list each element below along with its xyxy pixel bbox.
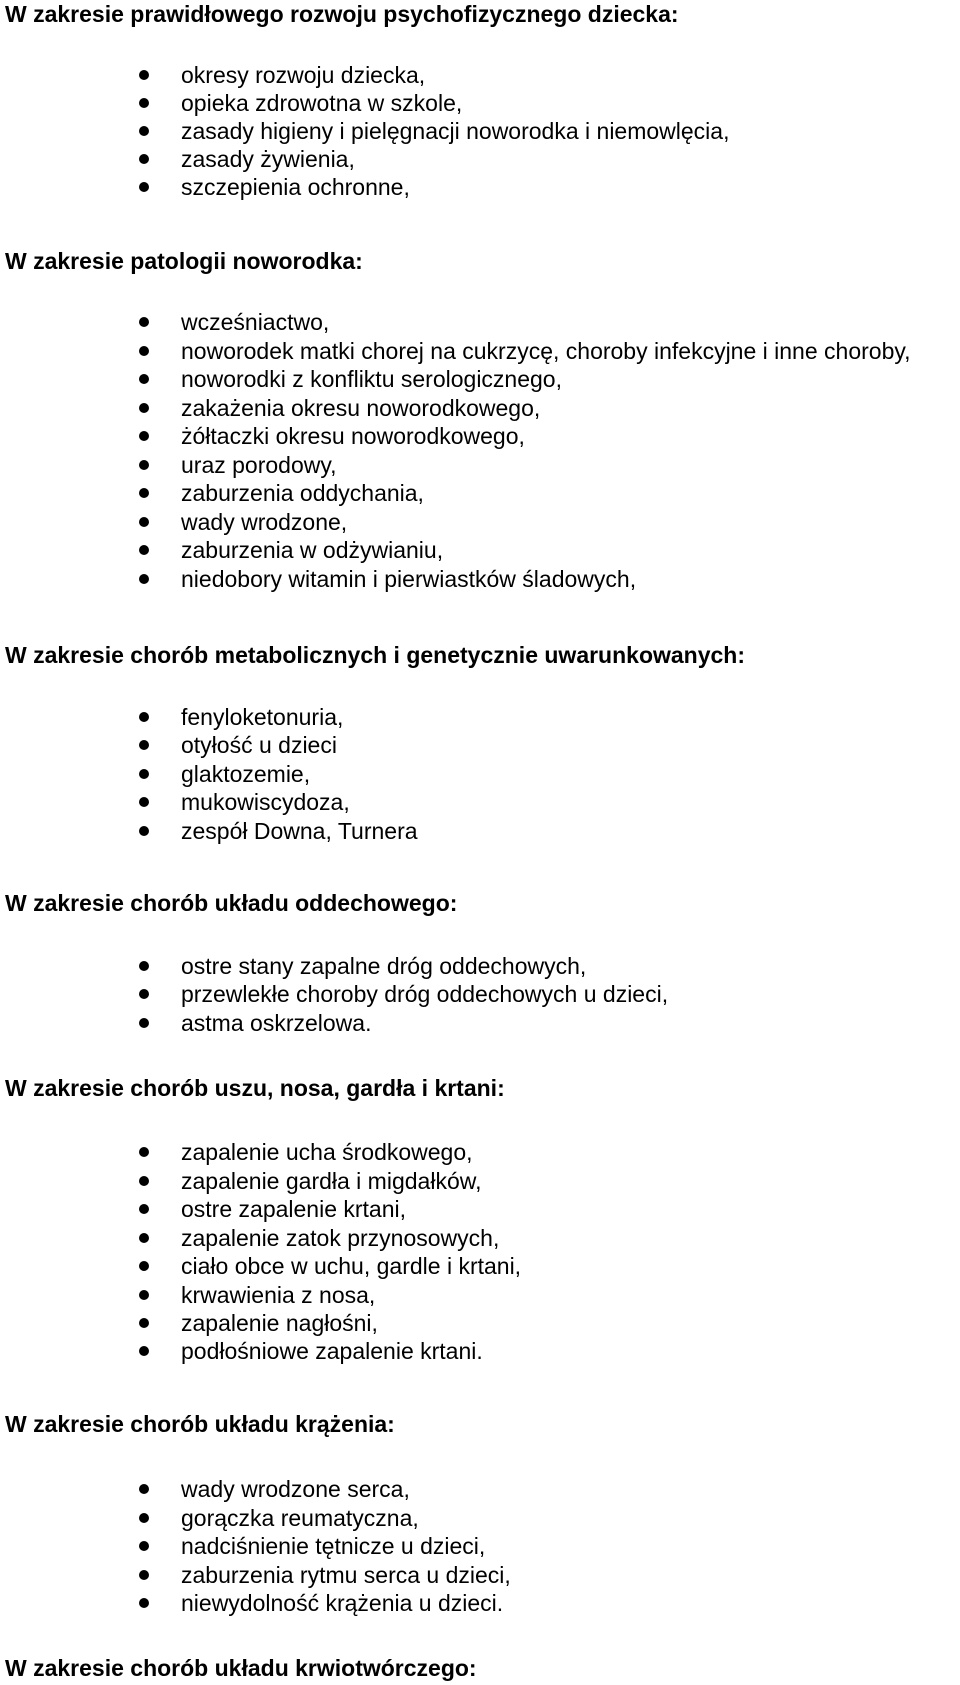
section-heading: W zakresie chorób metabolicznych i genetycznie uwarunkowanych:: [5, 642, 746, 668]
list-item-text: ostre stany zapalne dróg oddechowych,: [181, 953, 587, 979]
list-item-text: noworodki z konfliktu serologicznego,: [181, 366, 562, 392]
bullet-icon: [139, 98, 149, 108]
bullet-icon: [139, 961, 149, 971]
list-item-text: wady wrodzone serca,: [181, 1476, 410, 1502]
bullet-icon: [139, 431, 149, 441]
list-item-text: zapalenie ucha środkowego,: [181, 1139, 473, 1165]
list-item-text: szczepienia ochronne,: [181, 174, 410, 200]
list-item-text: astma oskrzelowa.: [181, 1010, 372, 1036]
bullet-icon: [139, 545, 149, 555]
list-item-text: żółtaczki okresu noworodkowego,: [181, 423, 525, 449]
bullet-icon: [139, 797, 149, 807]
bullet-icon: [139, 403, 149, 413]
list-item-text: glaktozemie,: [181, 761, 311, 787]
bullet-icon: [139, 574, 149, 584]
list-item-text: fenyloketonuria,: [181, 704, 344, 730]
list-item-text: przewlekłe choroby dróg oddechowych u dzieci,: [181, 981, 669, 1007]
list-item-text: otyłość u dzieci: [181, 732, 337, 758]
list-item-text: opieka zdrowotna w szkole,: [181, 90, 463, 116]
list-item-text: zakażenia okresu noworodkowego,: [181, 395, 541, 421]
section-heading: W zakresie patologii noworodka:: [5, 248, 363, 274]
list-item-text: wcześniactwo,: [181, 309, 330, 335]
bullet-icon: [139, 769, 149, 779]
list-item-text: mukowiscydoza,: [181, 789, 350, 815]
bullet-icon: [139, 317, 149, 327]
bullet-icon: [139, 70, 149, 80]
list-item-text: zespół Downa, Turnera: [181, 818, 418, 844]
bullet-icon: [139, 1147, 149, 1157]
list-item-text: wady wrodzone,: [181, 509, 348, 535]
bullet-icon: [139, 460, 149, 470]
bullet-icon: [139, 488, 149, 498]
section-heading: W zakresie prawidłowego rozwoju psychofizycznego dziecka:: [5, 1, 679, 27]
list-item-text: okresy rozwoju dziecka,: [181, 62, 426, 88]
list-item-text: nadciśnienie tętnicze u dzieci,: [181, 1533, 486, 1559]
bullet-icon: [139, 126, 149, 136]
bullet-icon: [139, 154, 149, 164]
list-item-text: zapalenie gardła i migdałków,: [181, 1168, 482, 1194]
bullet-icon: [139, 374, 149, 384]
bullet-icon: [139, 1261, 149, 1271]
bullet-icon: [139, 1346, 149, 1356]
list-item-text: zapalenie zatok przynosowych,: [181, 1225, 500, 1251]
bullet-icon: [139, 826, 149, 836]
section-heading: W zakresie chorób układu krążenia:: [5, 1411, 395, 1437]
bullet-icon: [139, 1290, 149, 1300]
bullet-icon: [139, 1598, 149, 1608]
list-item-text: ostre zapalenie krtani,: [181, 1196, 407, 1222]
list-item-text: zaburzenia rytmu serca u dzieci,: [181, 1562, 511, 1588]
bullet-icon: [139, 1541, 149, 1551]
list-item-text: gorączka reumatyczna,: [181, 1505, 419, 1531]
section-heading: W zakresie chorób układu oddechowego:: [5, 890, 458, 916]
list-item-text: zasady higieny i pielęgnacji noworodka i niemowlęcia,: [181, 118, 730, 144]
bullet-icon: [139, 1318, 149, 1328]
bullet-icon: [139, 346, 149, 356]
list-item-text: niewydolność krążenia u dzieci.: [181, 1590, 504, 1616]
bullet-icon: [139, 1176, 149, 1186]
list-item-text: zapalenie nagłośni,: [181, 1310, 378, 1336]
list-item-text: krwawienia z nosa,: [181, 1282, 376, 1308]
bullet-icon: [139, 1018, 149, 1028]
list-item-text: noworodek matki chorej na cukrzycę, choroby infekcyjne i inne choroby,: [181, 338, 911, 364]
bullet-icon: [139, 1484, 149, 1494]
section-heading: W zakresie chorób uszu, nosa, gardła i krtani:: [5, 1075, 505, 1101]
list-item-text: zaburzenia oddychania,: [181, 480, 424, 506]
section-heading: W zakresie chorób układu krwiotwórczego:: [5, 1655, 477, 1681]
bullet-icon: [139, 1513, 149, 1523]
list-item-text: zaburzenia w odżywianiu,: [181, 537, 444, 563]
bullet-icon: [139, 712, 149, 722]
list-item-text: uraz porodowy,: [181, 452, 337, 478]
list-item-text: podłośniowe zapalenie krtani.: [181, 1338, 483, 1364]
bullet-icon: [139, 517, 149, 527]
list-item-text: zasady żywienia,: [181, 146, 355, 172]
bullet-icon: [139, 740, 149, 750]
list-item-text: niedobory witamin i pierwiastków śladowych,: [181, 566, 637, 592]
bullet-icon: [139, 1204, 149, 1214]
bullet-icon: [139, 1233, 149, 1243]
bullet-icon: [139, 1570, 149, 1580]
bullet-icon: [139, 182, 149, 192]
bullet-icon: [139, 989, 149, 999]
list-item-text: ciało obce w uchu, gardle i krtani,: [181, 1253, 522, 1279]
